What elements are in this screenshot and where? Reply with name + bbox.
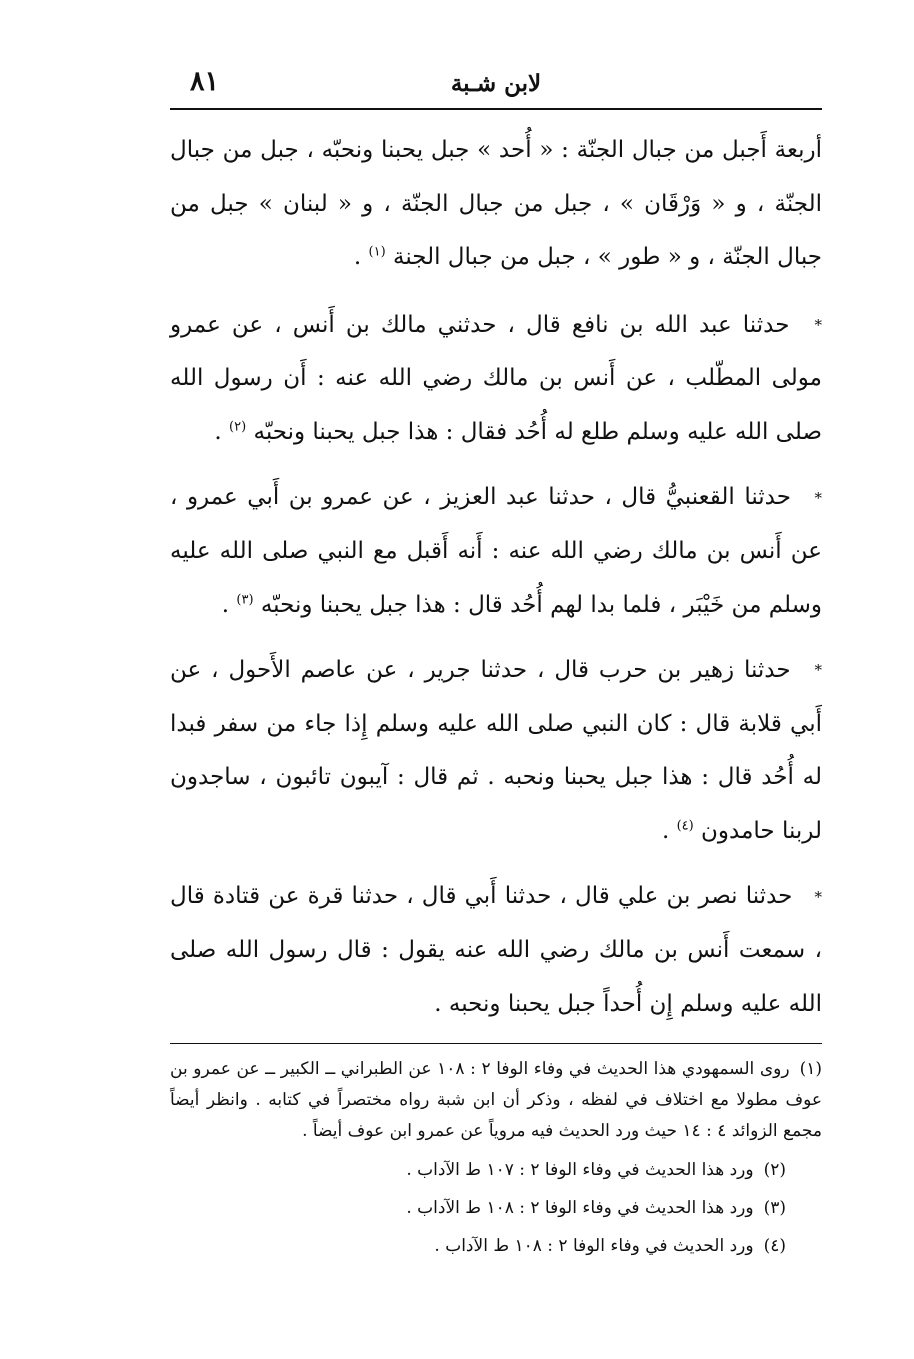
star-marker: *	[814, 887, 822, 906]
paragraph-end: .	[353, 244, 362, 270]
page-number: ٨١	[190, 66, 220, 97]
footnotes	[170, 1054, 822, 1265]
footnote-text: ورد هذا الحديث في وفاء الوفا ٢ : ١٠٧ ط الآداب .	[406, 1160, 754, 1180]
footnote	[170, 1054, 822, 1147]
paragraph-end: .	[661, 817, 670, 844]
star-marker: *	[814, 488, 822, 507]
paragraph-end: .	[214, 418, 222, 445]
header-title: لابن شـبة	[450, 70, 542, 97]
main-text	[170, 124, 822, 1031]
footnote-text: ورد هذا الحديث في وفاء الوفا ٢ : ١٠٨ ط الآداب .	[406, 1198, 754, 1218]
footnote-divider	[170, 1043, 822, 1044]
paragraph	[170, 471, 822, 632]
book-page	[170, 58, 822, 1308]
paragraph-end: .	[221, 591, 230, 618]
paragraph-end: .	[434, 990, 442, 1017]
running-header	[170, 58, 822, 110]
footnote-number: (١)	[799, 1059, 823, 1079]
paragraph	[170, 299, 822, 460]
footnote	[170, 1227, 822, 1265]
footnote-ref: (٤)	[676, 818, 694, 834]
footnote	[170, 1151, 822, 1189]
footnote	[170, 1189, 822, 1227]
footnote-number: (٢)	[763, 1160, 786, 1180]
footnote-text: ورد الحديث في وفاء الوفا ٢ : ١٠٨ ط الآداب .	[434, 1236, 754, 1256]
paragraph-text: أربعة أَجبل من جبال الجنّة : « أُحد » جبل يحبنا ونحبّه ، جبل من جبال الجنّة ، و « وَرْقَان » ، جبل من جبال الجنّة ، و « لبنان » جبل من جبال الجنّة ، و « طور » ، جبل من جبال الجنة	[170, 137, 822, 270]
paragraph	[170, 870, 822, 1031]
paragraph-text: حدثنا عبد الله بن نافع قال ، حدثني مالك بن أَنس ، عن عمرو مولى المطّلب ، عن أَنس بن مالك رضي الله عنه : أَن رسول الله صلى الله عليه وسلم طلع له أُحُد فقال : هذا جبل يحبنا ونحبّه	[170, 311, 822, 445]
footnote-number: (٤)	[763, 1236, 786, 1256]
paragraph-text: حدثنا زهير بن حرب قال ، حدثنا جرير ، عن عاصم الأَحول ، عن أَبي قلابة قال : كان النبي صلى الله عليه وسلم إِذا جاء من سفر فبدا له أُحُد قال : هذا جبل يحبنا ونحبه . ثم قال : آيبون تائبون ، ساجدون لربنا حامدون	[170, 657, 822, 844]
paragraph	[170, 124, 822, 285]
footnote-ref: (٢)	[229, 419, 247, 435]
paragraph-text: حدثنا نصر بن علي قال ، حدثنا أَبي قال ، حدثنا قرة عن قتادة قال ، سمعت أَنس بن مالك رضي الله عنه يقول : قال رسول الله صلى الله عليه وسلم إِن أُحداً جبل يحبنا ونحبه	[170, 883, 822, 1017]
footnote-text: روى السمهودي هذا الحديث في وفاء الوفا ٢ : ١٠٨ عن الطبراني ــ الكبير ــ عن عمرو بن عوف مطولا مع اختلاف في لفظه ، وذكر أن ابن شبة رواه مختصراً في كتابه . وانظر أيضاً مجمع الزوائد ٤ : ١٤ حيث ورد الحديث فيه مروياً عن عمرو ابن عوف أيضاً .	[170, 1059, 822, 1141]
star-marker: *	[814, 315, 822, 334]
footnote-number: (٣)	[763, 1198, 786, 1218]
paragraph	[170, 644, 822, 858]
footnote-ref: (١)	[368, 244, 386, 260]
footnote-ref: (٣)	[236, 591, 254, 607]
paragraph-text: حدثنا القعنبيُّ قال ، حدثنا عبد العزيز ، عن عمرو بن أَبي عمرو ، عن أَنس بن مالك رضي الله عنه : أَنه أَقبل مع النبي صلى الله عليه وسلم من خَيْبَر ، فلما بدا لهم أُحُد قال : هذا جبل يحبنا ونحبّه	[170, 484, 822, 618]
star-marker: *	[814, 661, 823, 680]
